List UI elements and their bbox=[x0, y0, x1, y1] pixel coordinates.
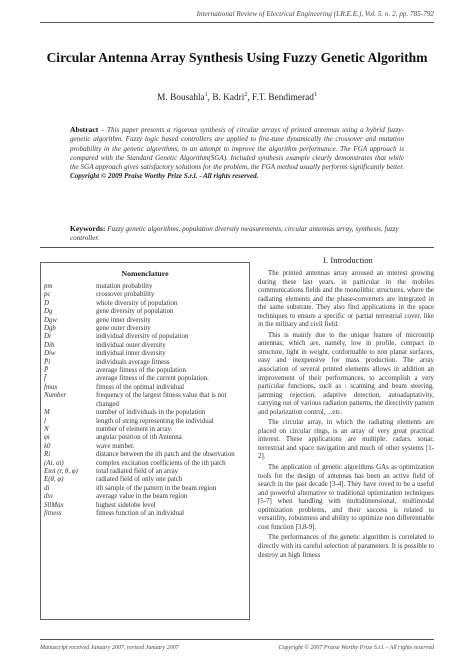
footer-copyright: Copyright © 2007 Praise Worthy Prize S.r.l. - All rights reserved bbox=[278, 645, 434, 651]
nomenclature-description: gene outer diversity bbox=[96, 325, 151, 333]
author-affiliation-mark: 1 bbox=[313, 92, 317, 98]
author-name: M. Bousahla bbox=[157, 93, 205, 104]
author-name: F.T. Bendimerad bbox=[252, 93, 314, 104]
intro-paragraph: The circular array, in which the radiating elements are placed on circular rings, is an array of very great practical interest. These applications are multiple: radars, sonar, terrestrial and space navigation and much of other systems [1-2]. bbox=[258, 419, 434, 461]
introduction-body bbox=[258, 270, 434, 562]
abstract bbox=[70, 125, 404, 182]
nomenclature-description: mutation probability bbox=[96, 283, 153, 290]
nomenclature-description: total radiated field of an array bbox=[96, 467, 179, 475]
nomenclature-symbol: Ri bbox=[44, 451, 51, 459]
nomenclature-description: average fitness of the current population. bbox=[96, 375, 209, 383]
journal-citation: International Review of Electrical Engineering (I.R.E.E.), Vol. 5. n. 2, pp. 785-792 bbox=[196, 10, 434, 18]
nomenclature-symbol: φi bbox=[44, 434, 50, 442]
nomenclature-description: frequency of the largest fitness value that is not changed bbox=[96, 392, 227, 408]
nomenclature-symbol: l bbox=[44, 417, 46, 425]
author-separator: , bbox=[247, 93, 253, 104]
nomenclature-description: radiated field of only one patch bbox=[96, 476, 183, 484]
nomenclature-description: length of string representing the individual bbox=[96, 417, 214, 425]
nomenclature-symbol: dsv bbox=[44, 493, 54, 501]
intro-paragraph: The performances of the genetic algorithm is correlated to directly with its careful selection of parameters. It is possible to destroy an high fitness bbox=[258, 534, 434, 559]
nomenclature-symbol: P̄i bbox=[44, 358, 51, 366]
keywords bbox=[70, 224, 404, 244]
author-separator: , bbox=[207, 93, 213, 104]
nomenclature-symbol: Number bbox=[44, 392, 67, 400]
nomenclature-symbol: fmax bbox=[44, 383, 58, 391]
nomenclature-symbol: f̄ bbox=[44, 375, 46, 383]
nomenclature-description: number of element in array. bbox=[96, 425, 173, 433]
nomenclature-symbol: Dgb bbox=[44, 325, 56, 333]
nomenclature-description: angular position of ith Antenna bbox=[96, 434, 182, 442]
nomenclature-description: distance between the ith patch and the observation bbox=[96, 451, 235, 459]
nomenclature-list bbox=[44, 283, 247, 518]
nomenclature-symbol: E(θ, φ) bbox=[44, 476, 64, 484]
nomenclature-description: highest sidelobe level bbox=[96, 501, 156, 509]
header-rule bbox=[40, 22, 434, 23]
nomenclature-description: individuals average fitness bbox=[96, 358, 170, 366]
nomenclature-symbol: Etot (r, θ, φ) bbox=[44, 467, 78, 475]
author-affiliation-mark: 1 bbox=[204, 92, 208, 98]
nomenclature-symbol: pm bbox=[44, 283, 53, 290]
nomenclature-description: average fitness of the population bbox=[96, 367, 186, 375]
nomenclature-title: Nomenclature bbox=[121, 269, 169, 278]
nomenclature-symbol: Di bbox=[44, 333, 51, 341]
section-divider bbox=[40, 247, 434, 248]
nomenclature-symbol: di bbox=[44, 484, 50, 492]
nomenclature-symbol: Dib bbox=[44, 341, 55, 349]
nomenclature-symbol: fitness bbox=[44, 509, 62, 517]
nomenclature-description: individual outer diversity bbox=[96, 341, 166, 349]
nomenclature-symbol: Dg bbox=[44, 308, 53, 316]
keywords-text: Fuzzy genetic algorithms, population diversity measurements, circular antennas array, synthesis, fuzzy controller. bbox=[70, 225, 399, 243]
intro-paragraph: The application of genetic algorithms GAs as optimization tools for the design of antennas has been an active field of search in the past decade [3-4]. They have roved to be a useful and powerful alternative to traditional optimization techniques [5-7] when handling with multidimensional, multimodal optimization problems, and their success is related to versatility, robustness and ability to optimize non differentiable cost function [3,8-9]. bbox=[258, 464, 434, 531]
abstract-label: Abstract bbox=[70, 125, 99, 134]
nomenclature-symbol: P̄ bbox=[44, 367, 49, 375]
nomenclature-symbol: pc bbox=[44, 291, 51, 299]
nomenclature-symbol: Diw bbox=[44, 350, 56, 358]
nomenclature-symbol: k0 bbox=[44, 442, 51, 450]
section-heading: I. Introduction bbox=[323, 255, 373, 265]
intro-paragraph: This is mainly due to the unique feature of microstrip antennas; which are, namely, low in profile, compact in structure, light in weight, conformable to non planar surfaces, easy and inexpensive for mass production. The array association of several printed elements allows in addition an improvement of their performances, to accomplish a very particular functions, such as : scanning and beam steering, jamming rejection, adaptive detection, autoadaptativity, carrying out of various radiation patterns, the directivity pattern and polarization control, ...etc. bbox=[258, 331, 434, 416]
nomenclature-symbol: D bbox=[44, 299, 49, 307]
nomenclature-symbol: (Ai, αi) bbox=[44, 459, 64, 467]
nomenclature-description: average value in the beam region bbox=[96, 493, 188, 501]
author-affiliation-mark: 2 bbox=[244, 92, 248, 98]
footer-rule bbox=[40, 639, 434, 640]
nomenclature-symbol: SllMax bbox=[44, 501, 64, 509]
nomenclature-description: wave number. bbox=[96, 442, 135, 450]
intro-paragraph: The printed antennas array aroused an interest growing during these last years, in particular in the mobiles communications fields and the monolithic structures, where the radiating elements and the phase-converters are integrated in the same substrate. They also find applications in the space techniques to ensure a specific or partial terrestrial cover, like in the military and civil field. bbox=[258, 270, 434, 329]
abstract-copyright: Copyright © 2009 Praise Worthy Prize S.r.l. - All rights reserved. bbox=[70, 172, 259, 181]
nomenclature-description: individual diversity of population bbox=[96, 333, 189, 341]
keywords-label: Keywords: bbox=[70, 224, 106, 233]
nomenclature-description: individual inner diversity bbox=[96, 350, 166, 358]
nomenclature-symbol: N bbox=[44, 425, 49, 433]
nomenclature-description: fitness of the optimal individual bbox=[96, 383, 185, 391]
nomenclature-symbol: M bbox=[44, 409, 50, 417]
nomenclature-description: number of individuals in the population bbox=[96, 409, 206, 417]
author-name: B. Kadri bbox=[212, 93, 245, 104]
nomenclature-description: fitness function of an individual bbox=[96, 509, 185, 517]
nomenclature-box bbox=[40, 262, 250, 620]
nomenclature-description: complex excitation coefficients of the ith patch bbox=[96, 459, 226, 467]
nomenclature-symbol: Dgw bbox=[44, 316, 58, 324]
paper-title: Circular Antenna Array Synthesis Using Fuzzy Genetic Algorithm bbox=[46, 50, 428, 65]
abstract-text: – This paper presents a rigorous synthesis of circular arrays of printed antennas using a hybrid fuzzy-genetic algorithm. Fuzzy logic based controllers are applied to fine-tune dynamically the crossover and mutation probability in the genetic algorithms, in an attempt to improve the algorithm performance. The FGA approach is compared with the Standard Genetic Algorithm(SGA). Included synthesis example clearly demonstrates that while the SGA approach gives satisfactory solutions for the problem, the FGA method usually performs significantly better. bbox=[70, 126, 404, 172]
nomenclature-description: whole diversity of population bbox=[96, 299, 178, 307]
nomenclature-description: gene diversity of population bbox=[96, 308, 174, 316]
nomenclature-description: ith sample of the pattern in the beam region bbox=[96, 484, 217, 492]
nomenclature-description: gene inner diversity bbox=[96, 316, 151, 324]
manuscript-note: Manuscript received January 2007, revised January 2007 bbox=[40, 645, 179, 651]
nomenclature-description: crossover probability bbox=[96, 291, 155, 299]
author-list bbox=[40, 92, 434, 103]
